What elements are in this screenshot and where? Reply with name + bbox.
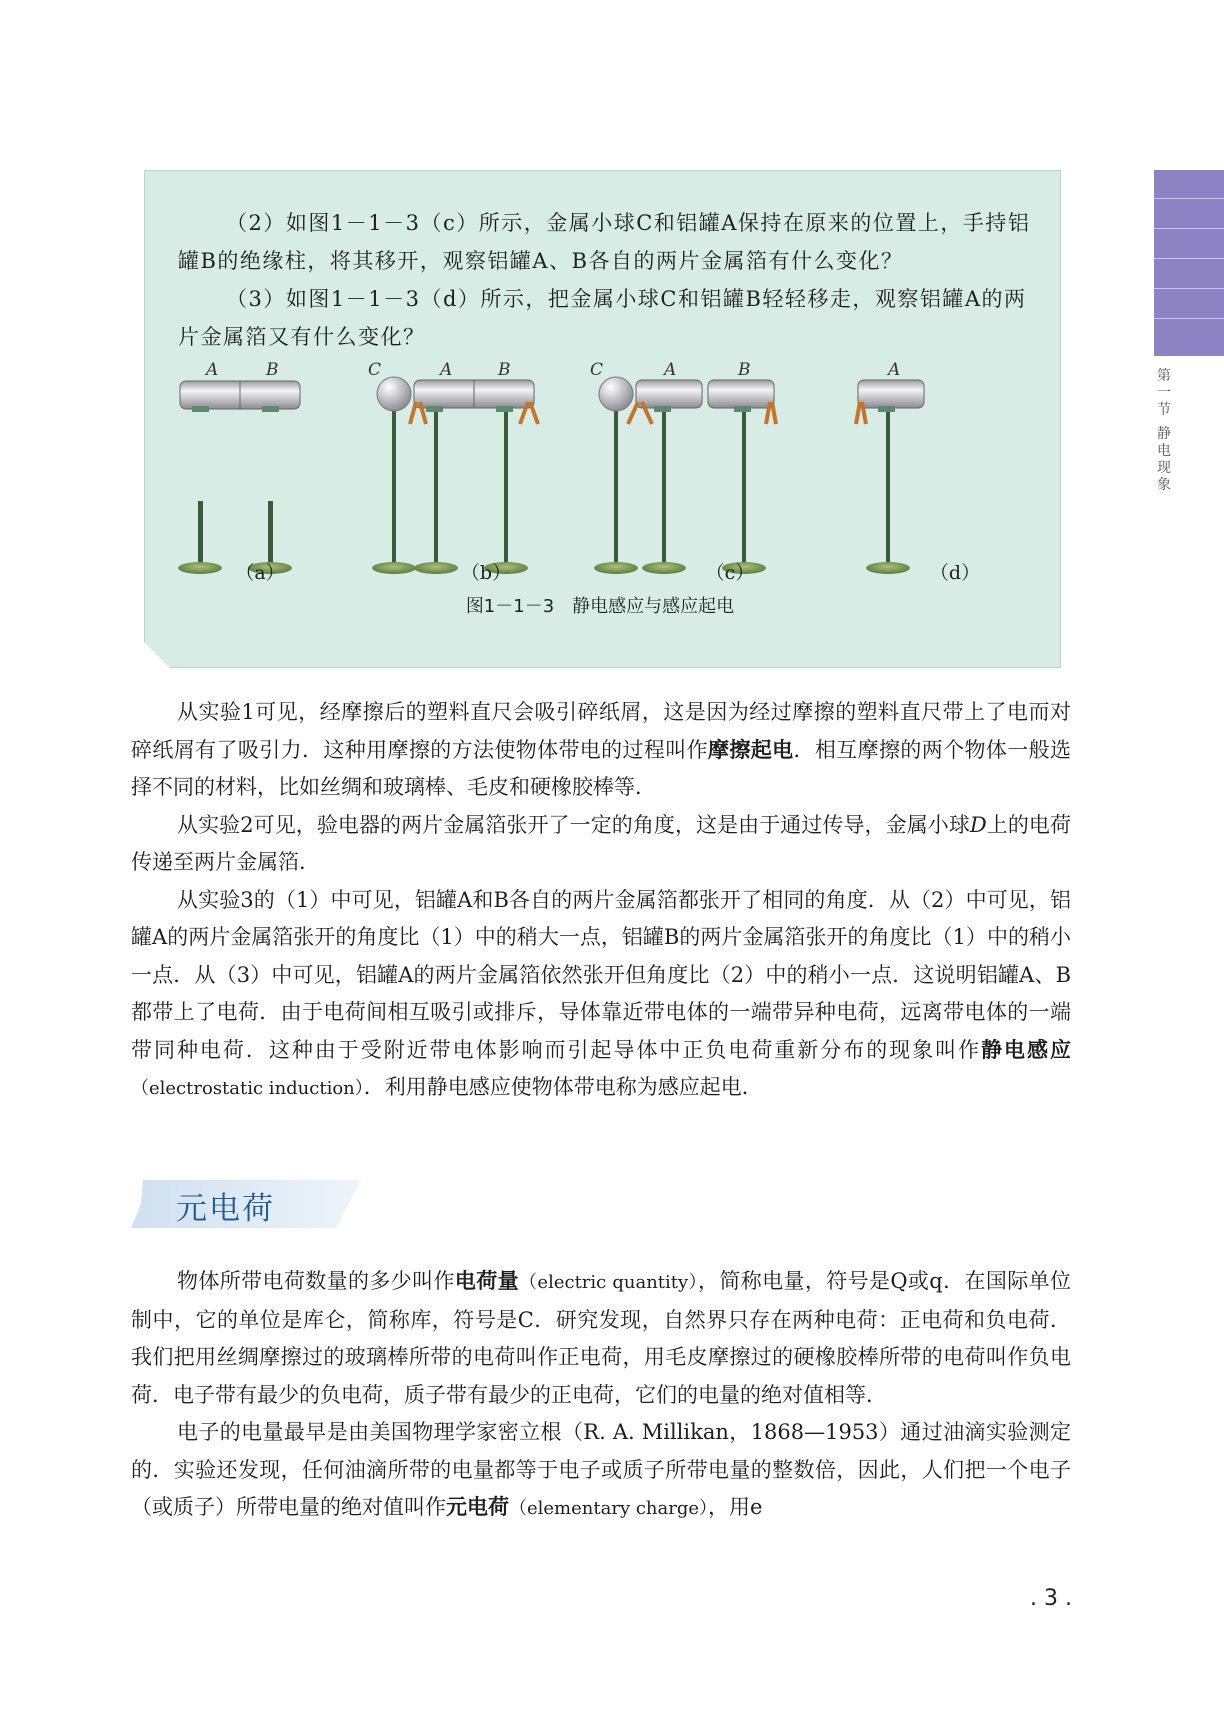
stand-pole <box>198 501 203 567</box>
figure-caption: 图1－1－3 静电感应与感应起电 <box>465 596 735 617</box>
paragraph-experiment-2 <box>131 807 1071 882</box>
paragraph-charge-quantity <box>131 1263 1071 1414</box>
paragraph-experiment-3 <box>131 882 1071 1108</box>
term-electrostatic-induction: 静电感应 <box>981 1037 1072 1062</box>
experiment-step-3: （3）如图1－1－3（d）所示，把金属小球C和铝罐B轻轻移走，观察铝罐A的两片金属箔又有什么变化？ <box>178 287 1027 349</box>
side-section-topic: 静电现象 <box>1157 426 1171 493</box>
page-number: . 3 . <box>1030 1586 1072 1611</box>
english-term: （electrostatic induction） <box>131 1078 364 1099</box>
term-electric-quantity: 电荷量 <box>454 1269 520 1293</box>
panel-d <box>856 360 924 574</box>
text-span: 物体所带电荷数量的多少叫作 <box>177 1269 455 1293</box>
text-span: ．利用静电感应使物体带电称为感应起电． <box>363 1075 763 1099</box>
panel-c <box>590 360 776 574</box>
label-b: B <box>266 360 279 380</box>
figure-label-c: （c） <box>705 562 755 584</box>
label-b: B <box>738 360 751 380</box>
label-c: C <box>590 360 604 380</box>
experiment-text <box>178 204 1038 356</box>
section-title: 元电荷 <box>176 1191 275 1227</box>
side-section-number: 第一节 <box>1157 368 1171 418</box>
stand-base <box>178 562 222 574</box>
text-span: 从实验1可见，经摩擦后的塑料直尺会吸引碎纸屑，这是因为经过摩擦的塑料直尺带上了电而对碎纸屑有了吸引力．这种用摩擦的方法使物体带电的过程叫作 <box>131 700 1071 762</box>
text-span: ．相互摩擦的两个物体一般选择不同的材料，比如丝绸和玻璃棒、毛皮和硬橡胶棒等． <box>131 737 1072 799</box>
label-c: C <box>368 360 382 380</box>
text-span: 上的电荷传递至两片金属箔． <box>131 812 1072 874</box>
electrostatic-induction-figure <box>178 360 1028 560</box>
text-span: ，用e <box>708 1495 763 1519</box>
figure-label-d: （d） <box>929 562 981 584</box>
label-b: B <box>498 360 511 380</box>
body-text-2 <box>131 1263 1071 1528</box>
text-span: 从实验2可见，验电器的两片金属箔张开了一定的角度，这是由于通过传导，金属小球 <box>177 812 970 837</box>
label-a: A <box>888 360 901 380</box>
experiment-step-2: （2）如图1－1－3（c）所示，金属小球C和铝罐A保持在原来的位置上，手持铝罐B的绝缘柱，将其移开，观察铝罐A、B各自的两片金属箔有什么变化？ <box>178 211 1031 273</box>
side-section-label <box>1156 368 1172 494</box>
section-heading <box>131 1180 361 1228</box>
label-a: A <box>664 360 677 380</box>
panel-b <box>368 360 538 574</box>
chapter-side-tab <box>1154 170 1224 356</box>
paragraph-experiment-1 <box>131 694 1071 807</box>
english-term: （elementary charge） <box>509 1498 709 1519</box>
text-span: 从实验3的（1）中可见，铝罐A和B各自的两片金属箔都张开了相同的角度．从（2）中可见，铝罐A的两片金属箔张开的角度比（1）中的稍大一点，铝罐B的两片金属箔张开的角度比（1）中的稍小一点．从（3）中可见，铝罐A的两片金属箔依然张开但角度比（2）中的稍小一点．这说明铝罐A、B都带上了电荷．由于电荷间相互吸引或排斥，导体靠近带电体的一端带异种电荷，远离带电体的一端带同种电荷．这种由于受附近带电体影响而引起导体中正负电荷重新分布的现象叫作 <box>131 887 1071 1062</box>
variable-d: D <box>969 812 987 837</box>
text-span: ，简称电量，符号是Q或q．在国际单位制中，它的单位是库仑，简称库，符号是C．研究发现，自然界只存在两种电荷：正电荷和负电荷．我们把用丝绸摩擦过的玻璃棒所带的电荷叫作正电荷，用毛皮摩擦过的硬橡胶棒所带的电荷叫作负电荷．电子带有最少的负电荷，质子带有最少的正电荷，它们的电量的绝对值相等． <box>131 1269 1072 1407</box>
label-a: A <box>206 360 219 380</box>
metal-ball-c <box>377 377 411 411</box>
label-a: A <box>440 360 453 380</box>
panel-a <box>178 360 300 574</box>
english-term: （electric quantity） <box>519 1272 698 1293</box>
figure-label-b: （b） <box>460 562 512 584</box>
text-span: 电子的电量最早是由美国物理学家密立根（R. A. Millikan，1868—1953）通过油滴实验测定的．实验还发现，任何油滴所带的电量都等于电子或质子所带电量的整数倍，因此，人们把一个电子（或质子）所带电量的绝对值叫作 <box>131 1420 1071 1519</box>
body-text <box>131 694 1071 1108</box>
paragraph-elementary-charge <box>131 1414 1071 1528</box>
term-friction-charging: 摩擦起电 <box>708 737 794 762</box>
term-elementary-charge: 元电荷 <box>446 1495 509 1519</box>
figure-label-a: （a） <box>235 562 285 584</box>
